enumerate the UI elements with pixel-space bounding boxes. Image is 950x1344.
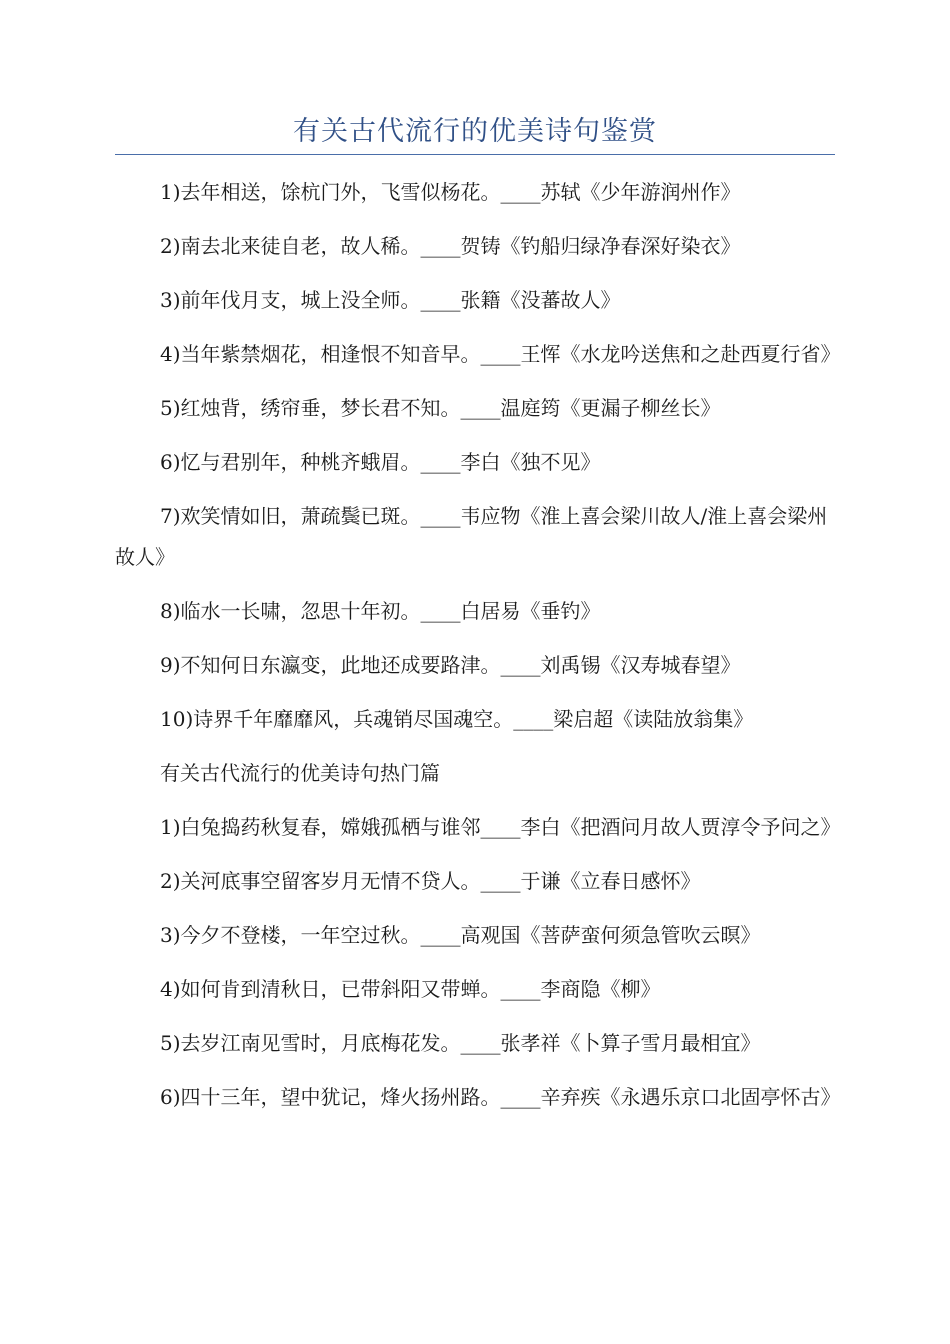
paragraph-2: 2)南去北来徒自老，故人稀。____贺铸《钓船归绿净春深好染衣》 xyxy=(160,234,741,258)
paragraph-1: 1)去年相送，馀杭门外，飞雪似杨花。____苏轼《少年游润州作》 xyxy=(160,180,741,204)
title-underline xyxy=(115,154,835,155)
paragraph-16: 6)四十三年，望中犹记，烽火扬州路。____辛弃疾《永遇乐京口北固亭怀古》 xyxy=(160,1085,841,1109)
paragraph-10: 10)诗界千年靡靡风，兵魂销尽国魂空。____梁启超《读陆放翁集》 xyxy=(160,707,754,731)
paragraph-14: 4)如何肯到清秋日，已带斜阳又带蝉。____李商隐《柳》 xyxy=(160,977,661,1001)
paragraph-5: 5)红烛背，绣帘垂，梦长君不知。____温庭筠《更漏子柳丝长》 xyxy=(160,396,721,420)
document-body xyxy=(115,172,841,1131)
paragraph-12: 2)关河底事空留客岁月无情不贷人。____于谦《立春日感怀》 xyxy=(160,869,701,893)
paragraph-7: 7)欢笑情如旧，萧疏鬓已斑。____韦应物《淮上喜会梁川故人/淮上喜会梁州故人》 xyxy=(115,504,828,569)
page-title: 有关古代流行的优美诗句鉴赏 xyxy=(293,116,657,147)
paragraph-11: 1)白兔捣药秋复春，嫦娥孤栖与谁邻____李白《把酒问月故人贾淳令予问之》 xyxy=(160,815,841,839)
paragraph-15: 5)去岁江南见雪时，月底梅花发。____张孝祥《卜算子雪月最相宜》 xyxy=(160,1031,761,1055)
paragraph-6: 6)忆与君别年，种桃齐蛾眉。____李白《独不见》 xyxy=(160,450,601,474)
paragraph-3: 3)前年伐月支，城上没全师。____张籍《没蕃故人》 xyxy=(160,288,621,312)
paragraph-4: 4)当年紫禁烟花，相逢恨不知音早。____王恽《水龙吟送焦和之赴西夏行省》 xyxy=(160,342,841,366)
paragraph-9: 9)不知何日东瀛变，此地还成要路津。____刘禹锡《汉寿城春望》 xyxy=(160,653,741,677)
paragraph-13: 3)今夕不登楼，一年空过秋。____高观国《菩萨蛮何须急管吹云暝》 xyxy=(160,923,761,947)
paragraph-8: 8)临水一长啸，忽思十年初。____白居易《垂钓》 xyxy=(160,599,601,623)
section-heading: 有关古代流行的优美诗句热门篇 xyxy=(160,761,440,785)
